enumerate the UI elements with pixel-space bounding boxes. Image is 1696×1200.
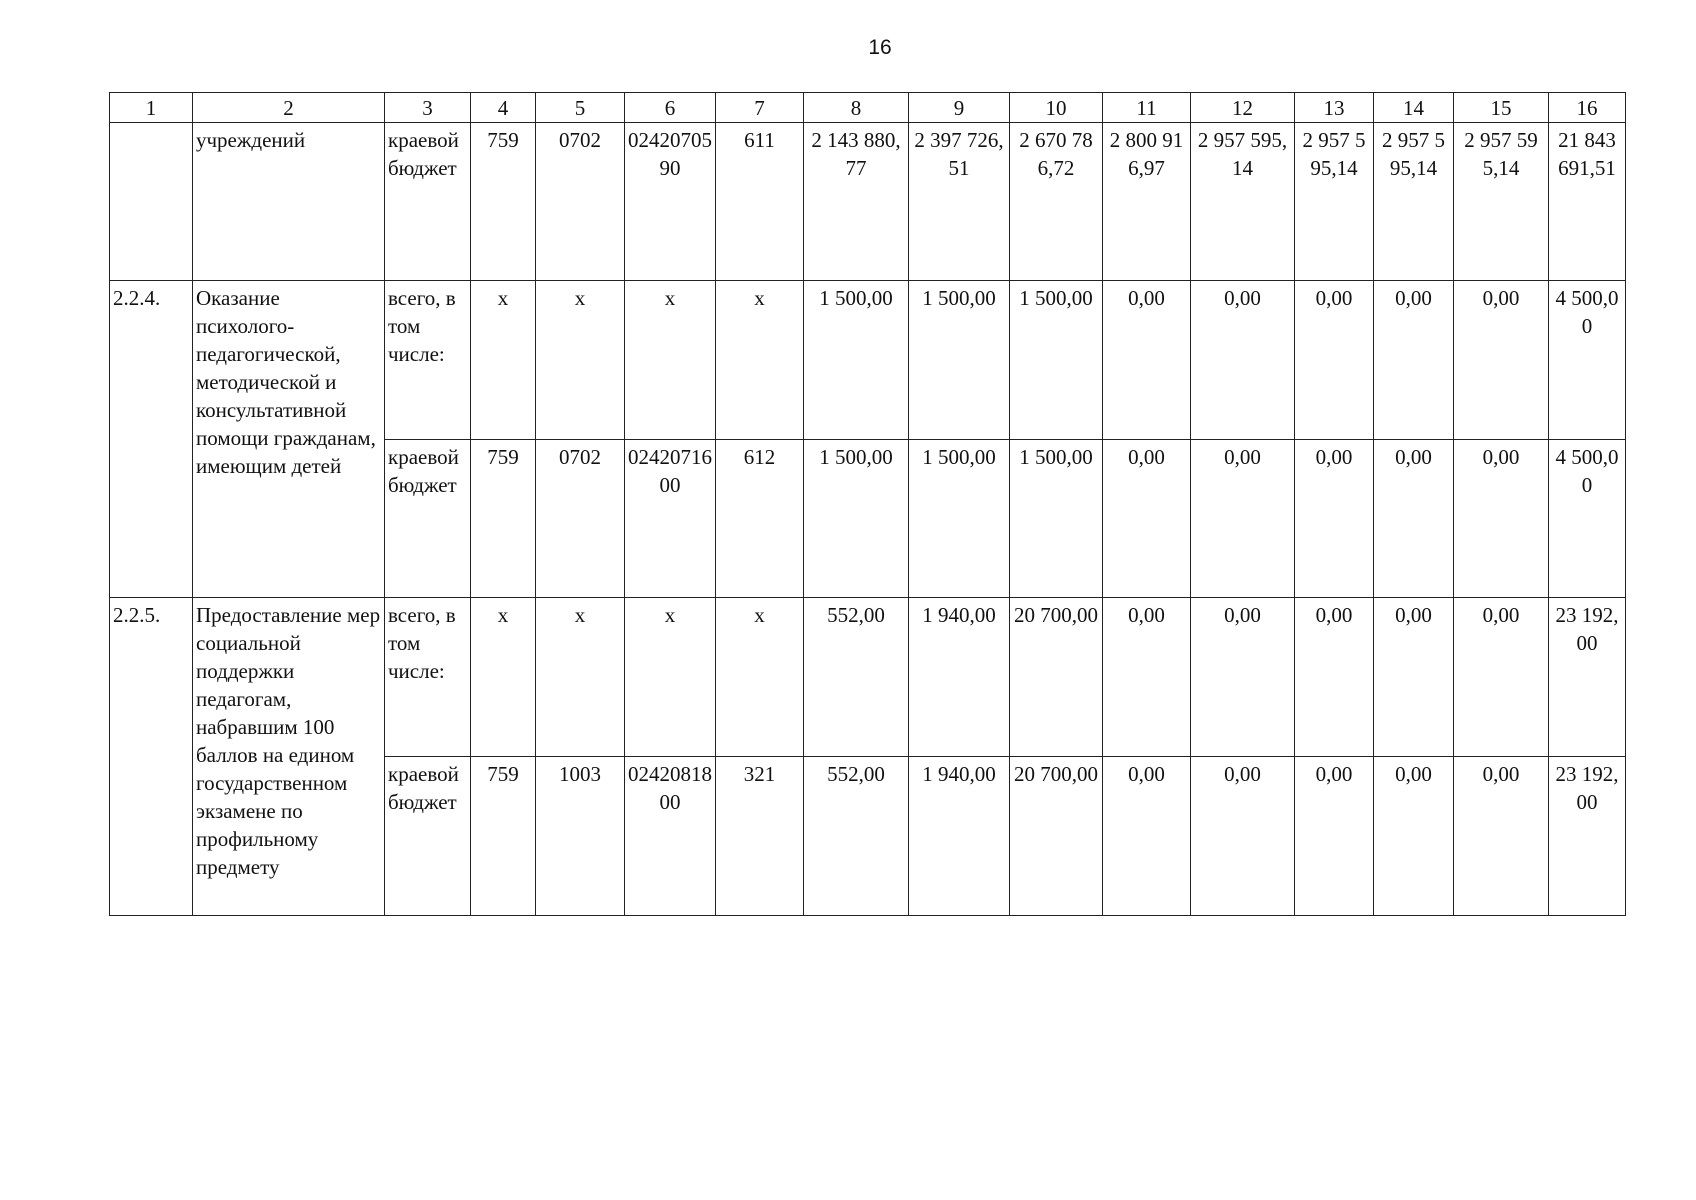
header-cell: 1 (110, 93, 193, 123)
header-cell: 13 (1295, 93, 1374, 123)
value-cell: 2 397 726,51 (909, 123, 1010, 281)
header-cell: 8 (804, 93, 909, 123)
value-cell: 0702 (536, 123, 625, 281)
value-cell: 0,00 (1191, 598, 1295, 757)
value-cell: 1 500,00 (1010, 440, 1103, 598)
value-cell: 759 (471, 123, 536, 281)
funding-source-cell: всего, в том числе: (385, 281, 471, 440)
value-cell: х (716, 281, 804, 440)
value-cell: 759 (471, 440, 536, 598)
value-cell: 612 (716, 440, 804, 598)
value-cell: 0,00 (1454, 598, 1549, 757)
value-cell: х (536, 281, 625, 440)
value-cell: 0242071600 (625, 440, 716, 598)
value-cell: 0,00 (1295, 757, 1374, 916)
header-cell: 11 (1103, 93, 1191, 123)
page-number: 16 (868, 36, 892, 59)
funding-source-cell: краевой бюджет (385, 440, 471, 598)
header-cell: 9 (909, 93, 1010, 123)
value-cell: 2 957 595,14 (1454, 123, 1549, 281)
funding-source-cell: краевой бюджет (385, 123, 471, 281)
header-cell: 14 (1374, 93, 1454, 123)
value-cell: 2 143 880,77 (804, 123, 909, 281)
header-cell: 16 (1549, 93, 1626, 123)
header-cell: 15 (1454, 93, 1549, 123)
value-cell: 0,00 (1103, 440, 1191, 598)
value-cell: 0,00 (1454, 440, 1549, 598)
value-cell: х (536, 598, 625, 757)
value-cell: х (625, 281, 716, 440)
budget-table (109, 92, 1626, 916)
value-cell: 0,00 (1295, 281, 1374, 440)
value-cell: 0242081800 (625, 757, 716, 916)
value-cell: 0,00 (1374, 598, 1454, 757)
item-number-cell: 2.2.4. (110, 281, 193, 598)
value-cell: 0,00 (1103, 598, 1191, 757)
value-cell: х (471, 598, 536, 757)
item-name-cell: Оказание психолого-педагогической, методической и консультативной помощи гражданам, имеющим детей (193, 281, 385, 598)
table-row (110, 281, 1626, 440)
value-cell: 0,00 (1374, 757, 1454, 916)
value-cell: 0,00 (1103, 281, 1191, 440)
header-cell: 7 (716, 93, 804, 123)
item-name-cell: Предоставление мер социальной поддержки педагогам, набравшим 100 баллов на едином государственном экзамене по профильному предмету (193, 598, 385, 916)
header-cell: 5 (536, 93, 625, 123)
value-cell: 611 (716, 123, 804, 281)
value-cell: 2 670 786,72 (1010, 123, 1103, 281)
item-name-cell: учреждений (193, 123, 385, 281)
value-cell: 0,00 (1191, 281, 1295, 440)
value-cell: 1 500,00 (804, 281, 909, 440)
value-cell: 2 800 916,97 (1103, 123, 1191, 281)
funding-source-cell: краевой бюджет (385, 757, 471, 916)
value-cell: 23 192,00 (1549, 757, 1626, 916)
funding-source-cell: всего, в том числе: (385, 598, 471, 757)
value-cell: 0242070590 (625, 123, 716, 281)
value-cell: 1 940,00 (909, 757, 1010, 916)
value-cell: 20 700,00 (1010, 598, 1103, 757)
table-row (110, 123, 1626, 281)
value-cell: х (716, 598, 804, 757)
header-cell: 12 (1191, 93, 1295, 123)
header-cell: 4 (471, 93, 536, 123)
value-cell: 1 500,00 (909, 440, 1010, 598)
value-cell: 2 957 595,14 (1191, 123, 1295, 281)
value-cell: х (471, 281, 536, 440)
value-cell: 1 500,00 (804, 440, 909, 598)
value-cell: 0,00 (1454, 757, 1549, 916)
value-cell: 2 957 595,14 (1295, 123, 1374, 281)
value-cell: х (625, 598, 716, 757)
value-cell: 552,00 (804, 757, 909, 916)
value-cell: 0,00 (1374, 440, 1454, 598)
header-cell: 10 (1010, 93, 1103, 123)
value-cell: 759 (471, 757, 536, 916)
value-cell: 552,00 (804, 598, 909, 757)
value-cell: 0,00 (1374, 281, 1454, 440)
value-cell: 0,00 (1191, 440, 1295, 598)
value-cell: 1003 (536, 757, 625, 916)
value-cell: 0,00 (1103, 757, 1191, 916)
value-cell: 2 957 595,14 (1374, 123, 1454, 281)
value-cell: 321 (716, 757, 804, 916)
value-cell: 20 700,00 (1010, 757, 1103, 916)
item-number-cell: 2.2.5. (110, 598, 193, 916)
header-cell: 6 (625, 93, 716, 123)
value-cell: 4 500,00 (1549, 440, 1626, 598)
value-cell: 21 843 691,51 (1549, 123, 1626, 281)
value-cell: 0,00 (1295, 440, 1374, 598)
table-row (110, 598, 1626, 757)
value-cell: 23 192,00 (1549, 598, 1626, 757)
value-cell: 0,00 (1295, 598, 1374, 757)
header-cell: 2 (193, 93, 385, 123)
value-cell: 0,00 (1191, 757, 1295, 916)
item-number-cell (110, 123, 193, 281)
value-cell: 1 500,00 (909, 281, 1010, 440)
value-cell: 0,00 (1454, 281, 1549, 440)
value-cell: 1 940,00 (909, 598, 1010, 757)
value-cell: 0702 (536, 440, 625, 598)
value-cell: 1 500,00 (1010, 281, 1103, 440)
header-cell: 3 (385, 93, 471, 123)
table-header-row (110, 93, 1626, 123)
value-cell: 4 500,00 (1549, 281, 1626, 440)
